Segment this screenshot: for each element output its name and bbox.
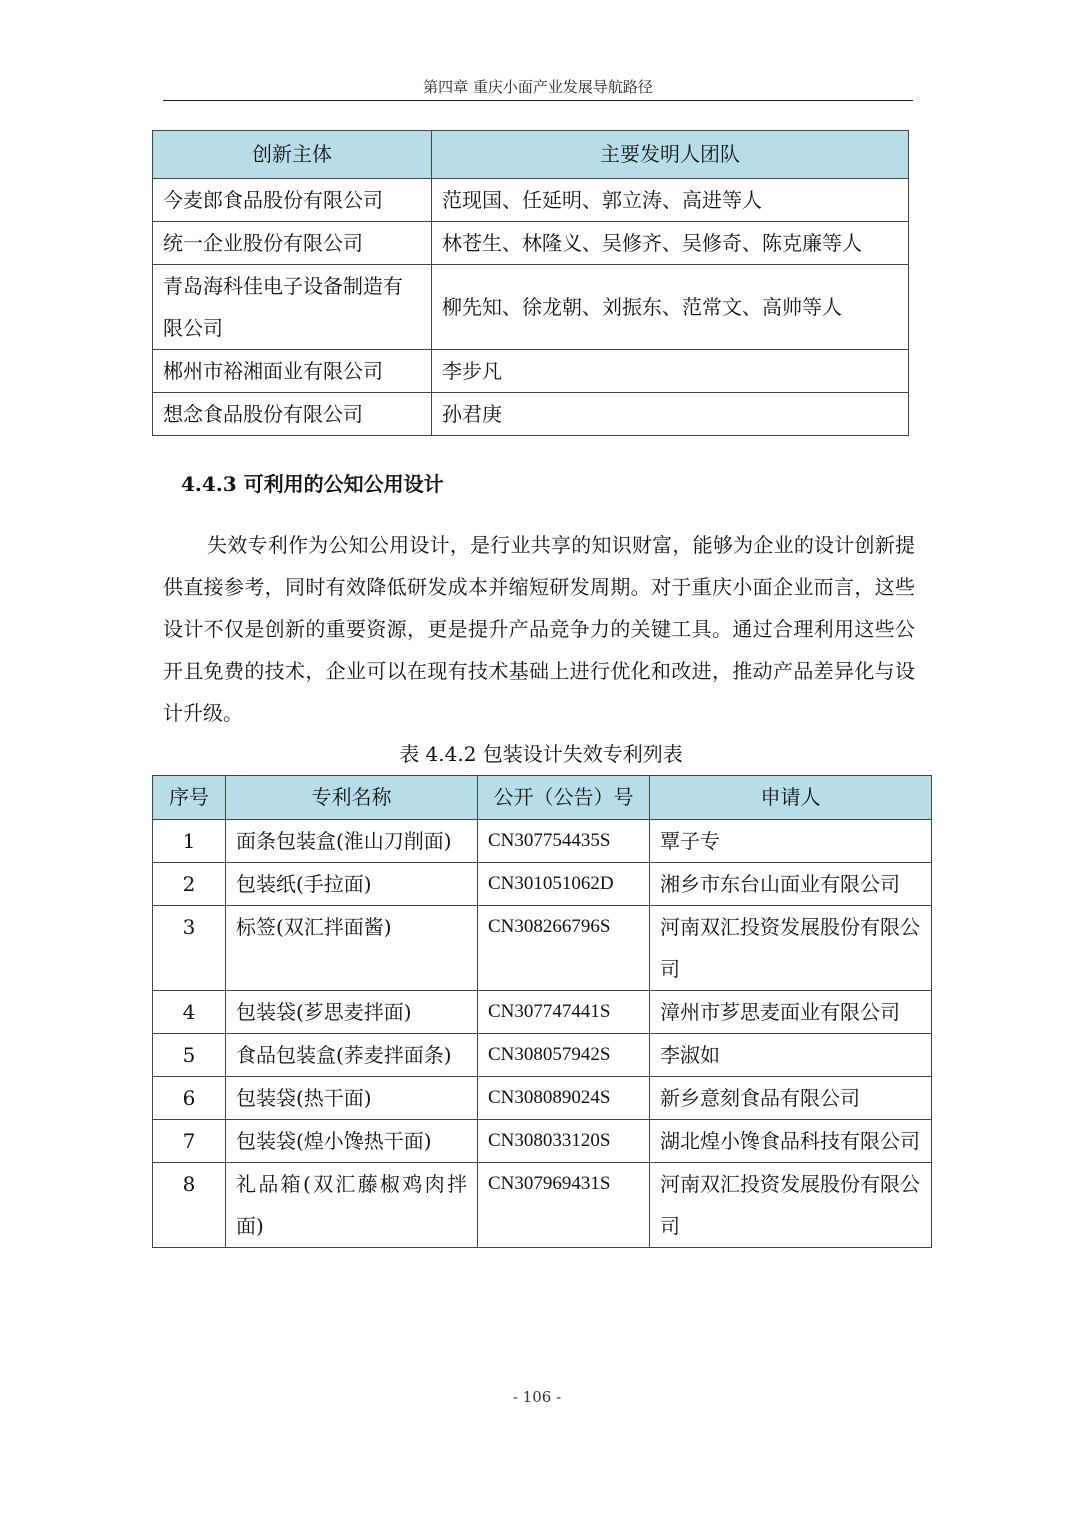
header-rule <box>163 100 913 101</box>
table-cell: 柳先知、徐龙朝、刘振东、范常文、高帅等人 <box>432 265 909 350</box>
row-number: 7 <box>153 1120 226 1163</box>
publication-number: CN308266796S <box>478 906 650 991</box>
table-cell: 林苍生、林隆义、吴修齐、吴修奇、陈克廉等人 <box>432 222 909 265</box>
patent-name: 标签(双汇拌面酱) <box>226 906 478 991</box>
table-caption: 表 4.4.2 包装设计失效专利列表 <box>399 742 683 766</box>
table-row <box>153 906 932 991</box>
table-row <box>153 1034 932 1077</box>
patent-name: 包装袋(热干面) <box>226 1077 478 1120</box>
table-row <box>153 1163 932 1248</box>
publication-number: CN308089024S <box>478 1077 650 1120</box>
page-number: - 106 - <box>512 1388 562 1406</box>
row-number: 5 <box>153 1034 226 1077</box>
patent-name: 包装袋(煌小馋热干面) <box>226 1120 478 1163</box>
applicant: 河南双汇投资发展股份有限公司 <box>650 906 932 991</box>
publication-number: CN307754435S <box>478 820 650 863</box>
publication-number: CN307747441S <box>478 991 650 1034</box>
table-row <box>153 350 909 393</box>
table-cell: 郴州市裕湘面业有限公司 <box>153 350 432 393</box>
table-cell: 统一企业股份有限公司 <box>153 222 432 265</box>
table-cell: 范现国、任延明、郭立涛、高进等人 <box>432 179 909 222</box>
column-header: 创新主体 <box>153 131 432 179</box>
expired-patent-table <box>152 775 932 1248</box>
row-number: 6 <box>153 1077 226 1120</box>
table-row <box>153 393 909 436</box>
patent-name: 面条包装盒(淮山刀削面) <box>226 820 478 863</box>
applicant: 河南双汇投资发展股份有限公司 <box>650 1163 932 1248</box>
column-header: 主要发明人团队 <box>432 131 909 179</box>
publication-number: CN301051062D <box>478 863 650 906</box>
row-number: 3 <box>153 906 226 991</box>
table-row <box>153 265 909 350</box>
table-row <box>153 1077 932 1120</box>
row-number: 2 <box>153 863 226 906</box>
patent-name: 礼品箱(双汇藤椒鸡肉拌面) <box>226 1163 478 1248</box>
patent-name: 食品包装盒(荞麦拌面条) <box>226 1034 478 1077</box>
column-header: 公开（公告）号 <box>478 776 650 820</box>
row-number: 8 <box>153 1163 226 1248</box>
section-heading: 4.4.3 可利用的公知公用设计 <box>181 472 444 496</box>
column-header: 序号 <box>153 776 226 820</box>
column-header: 申请人 <box>650 776 932 820</box>
publication-number: CN308057942S <box>478 1034 650 1077</box>
table-header-row <box>153 776 932 820</box>
table-row <box>153 863 932 906</box>
applicant: 湖北煌小馋食品科技有限公司 <box>650 1120 932 1163</box>
publication-number: CN308033120S <box>478 1120 650 1163</box>
table-row <box>153 222 909 265</box>
table-row <box>153 820 932 863</box>
table-cell: 想念食品股份有限公司 <box>153 393 432 436</box>
table-header-row <box>153 131 909 179</box>
applicant: 漳州市芗思麦面业有限公司 <box>650 991 932 1034</box>
row-number: 4 <box>153 991 226 1034</box>
table-cell: 孙君庚 <box>432 393 909 436</box>
applicant: 李淑如 <box>650 1034 932 1077</box>
applicant: 覃子专 <box>650 820 932 863</box>
applicant: 新乡意刻食品有限公司 <box>650 1077 932 1120</box>
patent-name: 包装袋(芗思麦拌面) <box>226 991 478 1034</box>
table-row <box>153 1120 932 1163</box>
body-paragraph: 失效专利作为公知公用设计，是行业共享的知识财富，能够为企业的设计创新提供直接参考，同时有效降低研发成本并缩短研发周期。对于重庆小面企业而言，这些设计不仅是创新的重要资源，更是提升产品竞争力的关键工具。通过合理利用这些公开且免费的技术，企业可以在现有技术基础上进行优化和改进，推动产品差异化与设计升级。 <box>163 533 915 725</box>
publication-number: CN307969431S <box>478 1163 650 1248</box>
patent-name: 包装纸(手拉面) <box>226 863 478 906</box>
table-cell: 青岛海科佳电子设备制造有限公司 <box>153 265 432 350</box>
table-row <box>153 991 932 1034</box>
table-cell: 李步凡 <box>432 350 909 393</box>
row-number: 1 <box>153 820 226 863</box>
applicant: 湘乡市东台山面业有限公司 <box>650 863 932 906</box>
running-header: 第四章 重庆小面产业发展导航路径 <box>423 78 653 96</box>
table-cell: 今麦郎食品股份有限公司 <box>153 179 432 222</box>
inventor-team-table <box>152 130 909 436</box>
column-header: 专利名称 <box>226 776 478 820</box>
table-row <box>153 179 909 222</box>
